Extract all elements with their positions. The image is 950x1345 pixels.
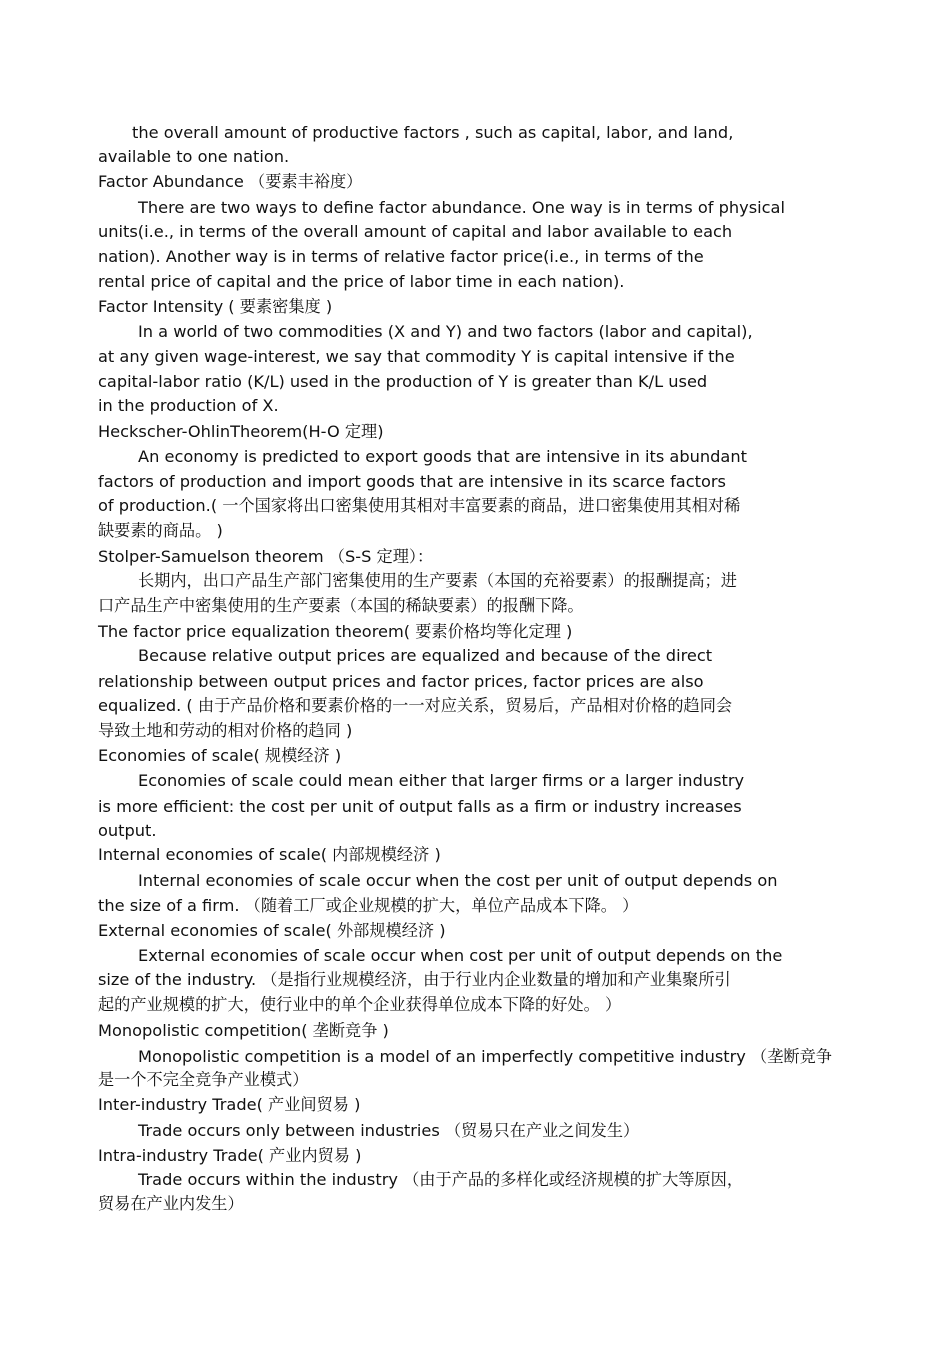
text-line: Trade occurs only between industries （贸易只在产业之间发生） [138,1121,640,1140]
heading-factor-intensity: Factor Intensity ( 要素密集度 ) [98,297,333,316]
text-line: External economies of scale occur when cost per unit of output depends on the [138,946,783,965]
text-line: capital-labor ratio (K/L) used in the production of Y is greater than K/L used [98,372,708,391]
heading-stolper-samuelson: Stolper-Samuelson theorem （S-S 定理）： [98,547,434,566]
heading-intra-industry-trade: Intra-industry Trade( 产业内贸易 ) [98,1146,362,1165]
text-line: 起的产业规模的扩大，使行业中的单个企业获得单位成本下降的好处。 ） [98,995,622,1014]
text-line: equalized. ( 由于产品价格和要素价格的一一对应关系，贸易后，产品相对价格的趋同会 [98,696,733,715]
text-line: Because relative output prices are equalized and because of the direct [138,646,713,665]
heading-inter-industry-trade: Inter-industry Trade( 产业间贸易 ) [98,1095,361,1114]
heading-heckscher-ohlin: Heckscher-OhlinTheorem(H-O 定理) [98,422,384,441]
text-line: at any given wage-interest, we say that commodity Y is capital intensive if the [98,347,735,366]
text-line: Trade occurs within the industry （由于产品的多样化或经济规模的扩大等原因， [138,1170,744,1189]
text-line: output. [98,821,157,840]
heading-internal-economies: Internal economies of scale( 内部规模经济 ) [98,845,441,864]
text-line: factors of production and import goods that are intensive in its scarce factors [98,472,726,491]
heading-factor-abundance: Factor Abundance （要素丰裕度） [98,172,363,191]
text-line: in the production of X. [98,396,279,415]
text-line: nation). Another way is in terms of relative factor price(i.e., in terms of the [98,247,704,266]
text-line: is more efficient: the cost per unit of output falls as a firm or industry increases [98,797,742,816]
text-line: Monopolistic competition is a model of an imperfectly competitive industry （垄断竞争 [138,1047,832,1066]
text-line: rental price of capital and the price of labor time in each nation). [98,272,625,291]
heading-monopolistic-competition: Monopolistic competition( 垄断竞争 ) [98,1021,389,1040]
heading-economies-of-scale: Economies of scale( 规模经济 ) [98,746,342,765]
heading-factor-price-equalization: The factor price equalization theorem( 要素价格均等化定理 ) [98,622,573,641]
text-line: 是一个不完全竞争产业模式） [98,1070,309,1089]
text-line: 长期内，出口产品生产部门密集使用的生产要素（本国的充裕要素）的报酬提高；进 [138,571,737,590]
text-line: the size of a firm. （随着工厂或企业规模的扩大，单位产品成本下降。 ） [98,896,639,915]
text-line: the overall amount of productive factors , such as capital, labor, and land, [132,123,734,142]
text-line: 口产品生产中密集使用的生产要素（本国的稀缺要素）的报酬下降。 [98,596,584,615]
text-line: 贸易在产业内发生） [98,1194,244,1213]
text-line: In a world of two commodities (X and Y) and two factors (labor and capital), [138,322,753,341]
text-line: Economies of scale could mean either that larger firms or a larger industry [138,771,745,790]
text-line: units(i.e., in terms of the overall amount of capital and labor available to each [98,222,733,241]
text-line: relationship between output prices and factor prices, factor prices are also [98,672,704,691]
text-line: 导致土地和劳动的相对价格的趋同 ) [98,721,353,740]
text-line: size of the industry. （是指行业规模经济，由于行业内企业数量的增加和产业集聚所引 [98,970,731,989]
text-line: 缺要素的商品。 ) [98,521,223,540]
text-line: An economy is predicted to export goods that are intensive in its abundant [138,447,747,466]
text-line: Internal economies of scale occur when the cost per unit of output depends on [138,871,778,890]
text-line: available to one nation. [98,147,290,166]
heading-external-economies: External economies of scale( 外部规模经济 ) [98,921,446,940]
text-line: There are two ways to define factor abundance. One way is in terms of physical [138,198,785,217]
text-line: of production.( 一个国家将出口密集使用其相对丰富要素的商品，进口密集使用其相对稀 [98,496,741,515]
